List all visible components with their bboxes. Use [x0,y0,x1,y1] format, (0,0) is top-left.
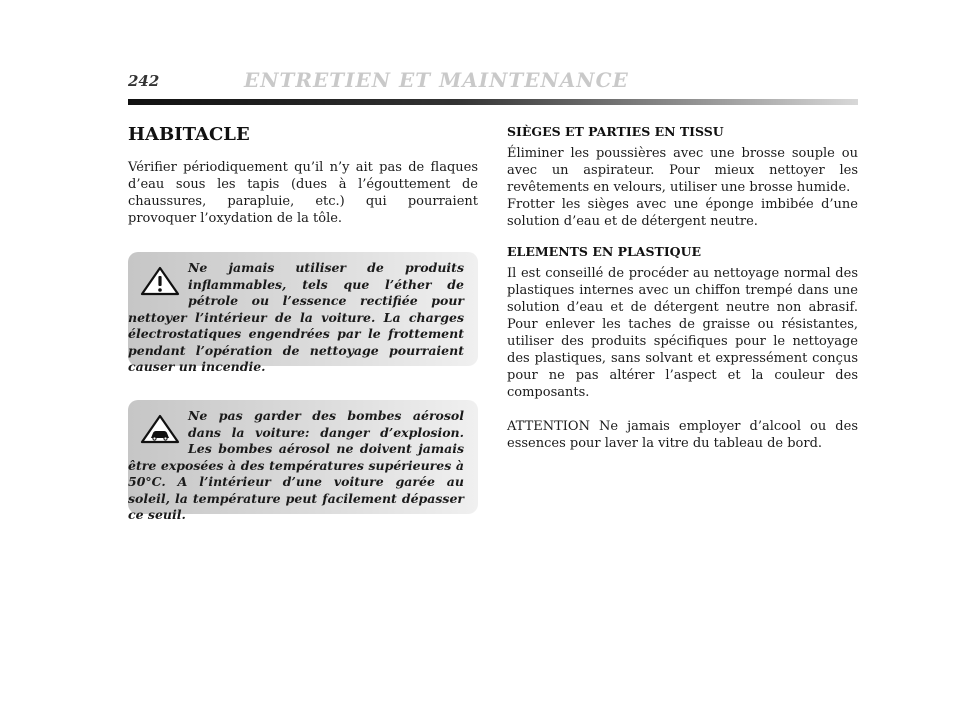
seats-text-2: Frotter les sièges avec une éponge imbibée d’une solution d’eau et de détergent neutre. [507,197,858,229]
left-column [128,124,478,227]
page-number: 242 [128,72,160,90]
warning-text-flammable: Ne jamais utiliser de produits inflammables, tels que l’éther de pétrole ou l’essence rectifiée pour nettoyer l’intérieur de la voiture. La charges électrostatiques engendrées par le frottement pendant l’opération de nettoyage pourraient causer un incendie. [128,260,464,374]
chapter-title: ENTRETIEN ET MAINTENANCE [244,68,629,92]
page-header [128,68,858,98]
warning-box-flammable [128,252,478,374]
seats-text-1: Éliminer les poussières avec une brosse souple ou avec un aspirateur. Pour mieux nettoyer les revêtements en velours, utiliser une brosse humide. [507,146,858,195]
section-title-seats: SIÈGES ET PARTIES EN TISSU [507,124,724,139]
attention-note: ATTENTION Ne jamais employer d’alcool ou des essences pour laver la vitre du tableau de bord. [507,419,858,451]
warning-triangle-icon [140,266,180,296]
plastic-text: Il est conseillé de procéder au nettoyage normal des plastiques internes avec un chiffon trempé dans une solution d’eau et de détergent neutre non abrasif. Pour enlever les taches de graisse ou résistantes, utiliser des produits spécifiques pour le nettoyage des plastiques, sans solvant et expressément conçus pour ne pas altérer l’aspect et la couleur des composants. [507,266,858,400]
warning-box-aerosol [128,400,478,522]
section-title-plastic: ELEMENTS EN PLASTIQUE [507,244,702,259]
car-warning-triangle-icon [140,414,180,444]
section-title-habitacle: HABITACLE [128,124,250,145]
section-seats [507,124,858,230]
right-column [507,124,858,452]
warning-text-aerosol: Ne pas garder des bombes aérosol dans la voiture: danger d’explosion. Les bombes aérosol ne doivent jamais être exposées à des températures supérieures à 50°C. A l’intérieur d’une voiture garée au soleil, la température peut facilement dépasser ce seuil. [128,408,464,522]
section-plastic [507,244,858,401]
header-rule [128,99,858,105]
habitacle-text: Vérifier périodiquement qu’il n’y ait pas de flaques d’eau sous les tapis (dues à l’égouttement de chaussures, parapluie, etc.) qui pourraient provoquer l’oxydation de la tôle. [128,160,478,226]
